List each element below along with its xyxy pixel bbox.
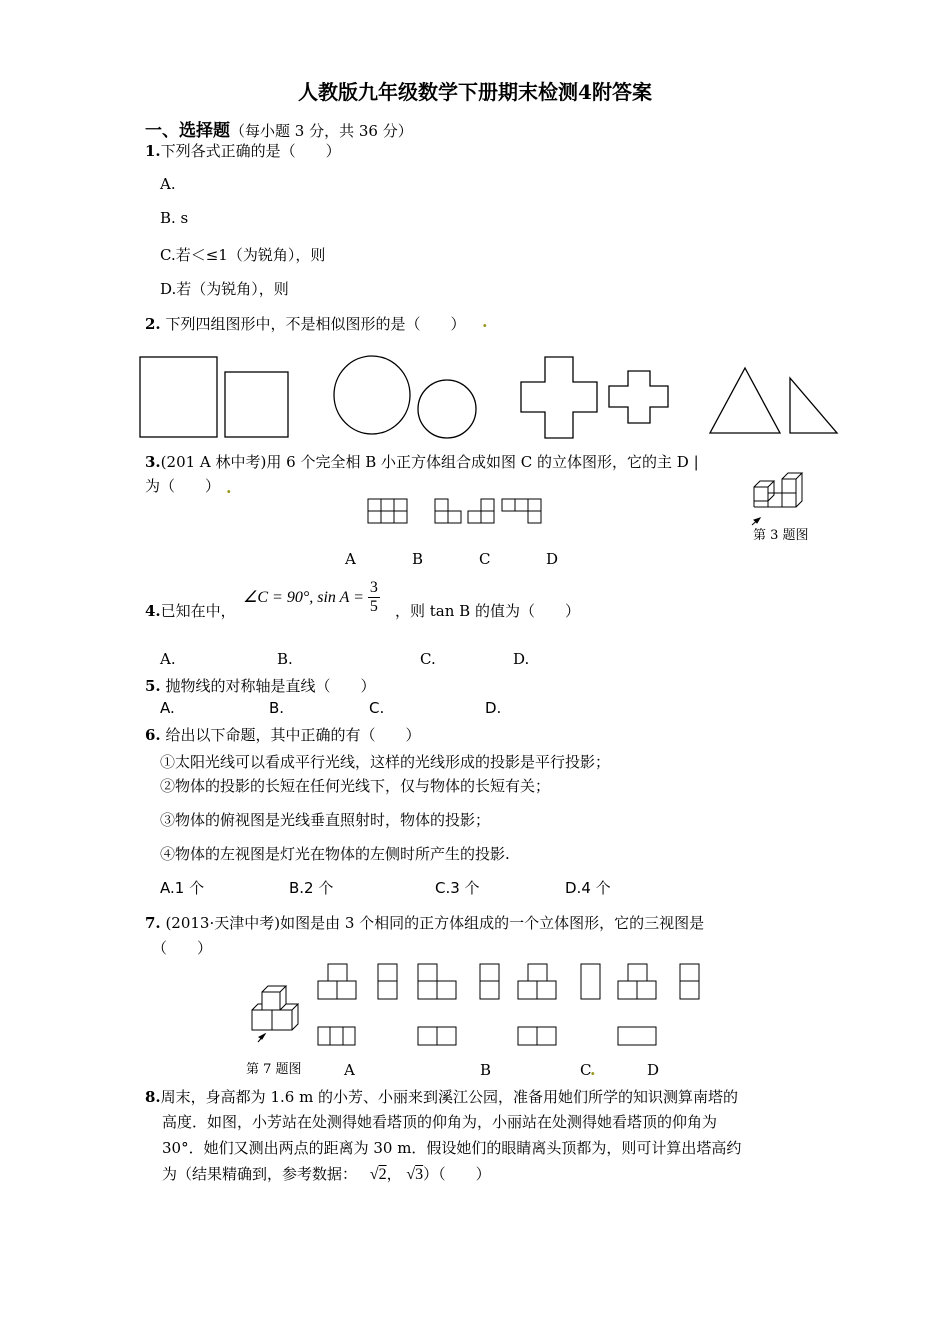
page-title: 人教版九年级数学下册期末检测4附答案 [298,80,652,104]
q4-fraction-numerator: 3 [369,578,378,596]
q7-label-a: A [344,1061,355,1079]
question-1-option-d: D.若（为锐角），则 [160,280,289,298]
question-number: 1. [145,142,161,160]
question-8-line3: 30°．她们又测出两点的距离为 30 m．假设她们的眼睛离头顶都为，则可计算出塔高约 [162,1139,742,1157]
question-text: 周末，身高都为 1.6 m 的小芳、小丽来到溪江公园，准备用她们所学的知识测算南塔的 [160,1088,739,1106]
q7-cube-figure [252,986,298,1042]
ink-dot: . [482,312,488,331]
q7-option-b-views [418,964,499,1045]
question-1-option-c: C.若＜≤1（为锐角），则 [160,246,326,264]
question-1-option-b: B. s [160,209,189,227]
question-number: 5. [145,677,161,695]
q7-label-d: D [647,1061,660,1079]
question-number: 7. [145,914,161,932]
question-1-option-a: A. [160,175,176,193]
q3-figure-caption: 第 3 题图 [753,528,809,543]
sqrt-separator: ， [386,1165,402,1183]
question-text: (201 A 林中考)用 6 个完全相 B 小正方体组合成如图 C 的立体图形，它的主 D | [160,453,699,471]
q6-item-2: ②物体的投影的长短在任何光线下，仅与物体的长短有关； [160,777,551,795]
q6-option-d: D.4 个 [565,879,611,897]
question-text: 抛物线的对称轴是直线（ ） [160,677,376,695]
question-text: 给出以下命题，其中正确的有（ ） [160,726,421,744]
q7-option-c-views [518,964,600,1045]
q4-option-c: C. [420,650,436,668]
question-7-line2: （ ） [152,939,213,957]
sqrt-3-radicand: 3 [415,1166,424,1183]
q4-question-tail: ，则 tan B 的值为（ ） [395,602,580,620]
q5-option-b: B. [269,699,285,717]
q7-label-c: C [580,1061,592,1079]
sqrt-2-radicand: 2 [378,1166,387,1183]
question-text: 已知在中， [160,602,236,620]
q6-option-a: A.1 个 [160,879,205,897]
sqrt-2: √2 [369,1166,387,1183]
q6-item-1: ①太阳光线可以看成平行光线，这样的光线形成的投影是平行投影； [160,753,611,771]
q4-option-b: B. [277,650,293,668]
q6-option-c: C.3 个 [435,879,480,897]
q5-option-d: D. [485,699,502,717]
section-heading-note: （每小题 3 分，共 36 分） [230,122,413,140]
q6-item-3: ③物体的俯视图是光线垂直照射时，物体的投影； [160,811,491,829]
q4-option-d: D. [513,650,530,668]
q7-option-d-views [618,964,699,1045]
q7-option-a-views [318,964,397,1045]
question-number: 4. [145,602,161,620]
q7-label-b: B [480,1061,492,1079]
question-number: 2. [145,315,161,333]
question-number: 8. [145,1088,161,1106]
q3-label-a: A [345,550,356,568]
question-8-line1 [145,1086,738,1107]
q4-option-a: A. [160,650,176,668]
question-text: (2013·天津中考)如图是由 3 个相同的正方体组成的一个立体图形，它的三视图是 [160,914,705,932]
question-8-line4 [162,1163,491,1184]
q4-fraction-denominator: 5 [369,597,378,615]
sqrt-3: √3 [406,1166,424,1183]
ink-dot: . [590,1060,596,1079]
q7-figure-caption: 第 7 题图 [246,1062,302,1077]
section-heading-label: 一、选择题 [145,121,230,141]
question-8-line2: 高度．如图，小芳站在处测得她看塔顶的仰角为，小丽站在处测得她看塔顶的仰角为 [162,1113,718,1131]
question-number: 6. [145,726,161,744]
question-8-line4-tail: ）（ ） [423,1165,491,1183]
question-number: 3. [145,453,161,471]
q6-item-4: ④物体的左视图是灯光在物体的左侧时所产生的投影. [160,845,510,863]
question-text: 下列四组图形中，不是相似图形的是（ ） [160,315,466,333]
q3-label-c: C [479,550,491,568]
q5-option-a: A. [160,699,175,717]
q5-option-c: C. [369,699,385,717]
question-text: 下列各式正确的是（ ） [160,142,341,160]
q4-condition-text: ∠C = 90°, sin A = [243,589,364,606]
q3-label-d: D [546,550,559,568]
question-3-line2: 为（ ） [145,477,221,495]
q6-option-b: B.2 个 [289,879,334,897]
question-8-line4-text: 为（结果精确到，参考数据： [162,1165,358,1183]
ink-dot: . [226,478,232,497]
q3-label-b: B [412,550,424,568]
